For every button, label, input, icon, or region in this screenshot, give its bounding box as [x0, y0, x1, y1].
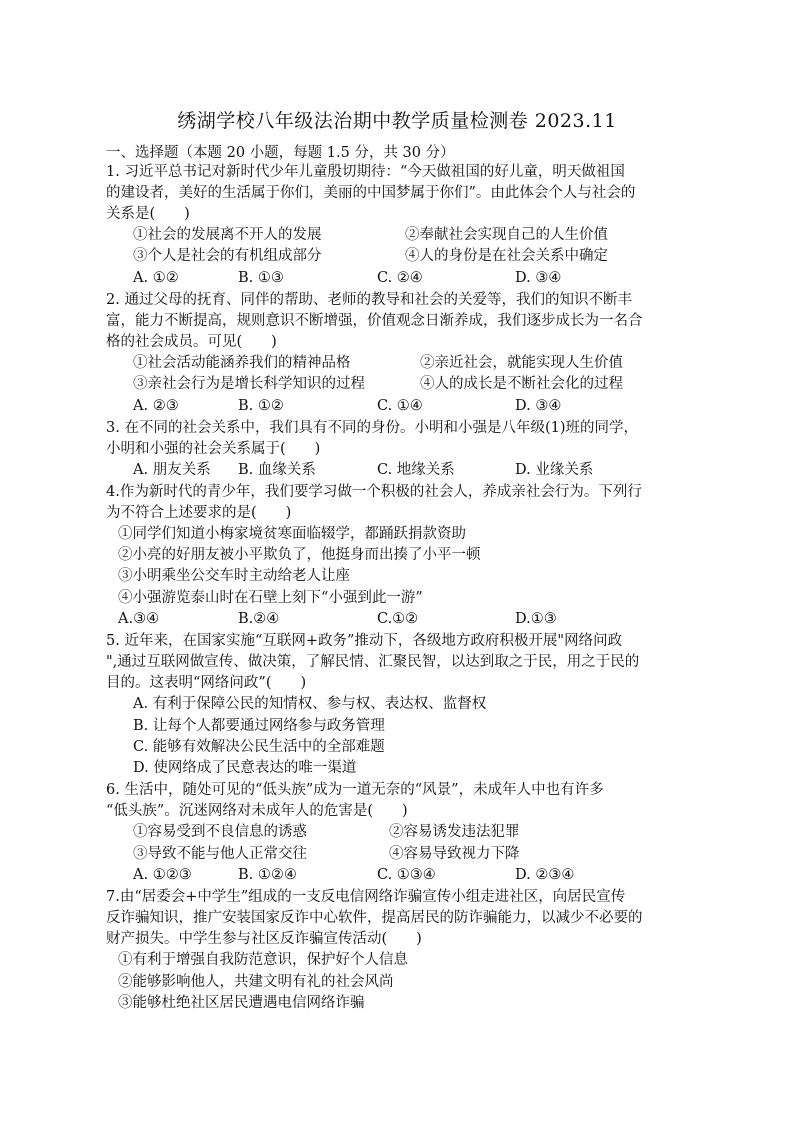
q5-line-3: 目的。这表明“网络问政”( ): [106, 675, 307, 691]
q1-item-2: ②奉献社会实现自己的人生价值: [405, 227, 608, 243]
q5-choice-b[interactable]: B. 让每个人都要通过网络参与政务管理: [133, 718, 385, 734]
q6-choice-a[interactable]: A. ①②③: [133, 867, 192, 883]
q2-item-3: ③亲社会行为是增长科学知识的过程: [133, 376, 365, 392]
q1-choice-d[interactable]: D. ③④: [515, 270, 562, 286]
q3-choice-c[interactable]: C. 地缘关系: [377, 462, 455, 478]
q2-choice-b[interactable]: B. ①②: [238, 398, 284, 414]
q3-choice-d[interactable]: D. 业缘关系: [515, 462, 594, 478]
q2-line-2: 富，能力不断提高，规则意识不断增强，价值观念日渐养成，我们逐步成长为一名合: [106, 313, 643, 329]
q5-choice-d[interactable]: D. 使网络成了民意表达的唯一渠道: [133, 760, 357, 776]
q1-item-1: ①社会的发展离不开人的发展: [133, 227, 322, 243]
q4-item-1: ①同学们知道小梅家境贫寒面临辍学，都踊跃捐款资助: [118, 526, 466, 542]
q2-choice-a[interactable]: A. ②③: [133, 398, 179, 414]
q1-line-3: 关系是( ): [106, 206, 190, 222]
q6-item-2: ②容易诱发违法犯罪: [389, 824, 520, 840]
q2-item-2: ②亲近社会，就能实现人生价值: [420, 355, 623, 371]
q2-item-1: ①社会活动能涵养我们的精神品格: [133, 355, 351, 371]
q6-item-1: ①容易受到不良信息的诱惑: [133, 824, 307, 840]
q4-choice-a[interactable]: A.③④: [118, 611, 160, 627]
q2-line-3: 格的社会成员。可见( ): [106, 334, 277, 350]
q3-choice-b[interactable]: B. 血缘关系: [238, 462, 316, 478]
q7-line-2: 反诈骗知识，推广安装国家反诈中心软件，提高居民的防诈骗能力，以减少不必要的: [106, 910, 643, 926]
q4-line-1: 4.作为新时代的青少年，我们要学习做一个积极的社会人，养成亲社会行为。下列行: [106, 484, 642, 500]
q3-line-1: 3. 在不同的社会关系中，我们具有不同的身份。小明和小强是八年级(1)班的同学，: [106, 420, 638, 436]
q3-choice-a[interactable]: A. 朋友关系: [133, 462, 211, 478]
q1-line-2: 的建设者，美好的生活属于你们，美丽的中国梦属于你们”。由此体会个人与社会的: [106, 185, 636, 201]
q4-choice-c[interactable]: C.①②: [377, 611, 419, 627]
q6-item-3: ③导致不能与他人正常交往: [133, 846, 307, 862]
q6-choice-c[interactable]: C. ①③④: [377, 867, 436, 883]
q1-item-4: ④人的身份是在社会关系中确定: [405, 248, 608, 264]
q5-choice-a[interactable]: A. 有利于保障公民的知情权、参与权、表达权、监督权: [133, 696, 487, 712]
q4-item-3: ③小明乘坐公交车时主动给老人让座: [118, 568, 350, 584]
q7-line-3: 财产损失。中学生参与社区反诈骗宣传活动( ): [106, 931, 422, 947]
q1-choice-c[interactable]: C. ②④: [377, 270, 423, 286]
q7-item-1: ①有利于增强自我防范意识，保护好个人信息: [118, 952, 408, 968]
q3-line-2: 小明和小强的社会关系属于( ): [106, 441, 321, 457]
q1-item-3: ③个人是社会的有机组成部分: [133, 248, 322, 264]
q7-line-1: 7.由“居委会+中学生”组成的一支反电信网络诈骗宣传小组走进社区，向居民宣传: [106, 889, 626, 905]
q2-choice-c[interactable]: C. ①④: [377, 398, 423, 414]
q1-line-1: 1. 习近平总书记对新时代少年儿童殷切期待：“今天做祖国的好儿童，明天做祖国: [106, 164, 625, 180]
section-heading: 一、选择题（本题 20 小题，每题 1.5 分，共 30 分）: [106, 145, 455, 161]
q6-choice-d[interactable]: D. ②③④: [515, 867, 575, 883]
q2-item-4: ④人的成长是不断社会化的过程: [420, 376, 623, 392]
q4-item-2: ②小亮的好朋友被小平欺负了，他挺身而出揍了小平一顿: [118, 547, 481, 563]
exam-title: 绣湖学校八年级法治期中教学质量检测卷 2023.11: [177, 110, 617, 132]
q7-item-3: ③能够杜绝社区居民遭遇电信网络诈骗: [118, 995, 365, 1011]
q1-choice-a[interactable]: A. ①②: [133, 270, 179, 286]
q6-line-2: “低头族”。沉迷网络对未成年人的危害是( ): [106, 803, 408, 819]
q6-item-4: ④容易导致视力下降: [389, 846, 520, 862]
q4-item-4: ④小强游览泰山时在石壁上刻下“小强到此一游”: [118, 590, 423, 606]
q5-line-2: ",通过互联网做宣传、做决策，了解民情、汇聚民智，以达到取之于民，用之于民的: [106, 654, 640, 670]
q4-choice-b[interactable]: B.②④: [238, 611, 280, 627]
q5-choice-c[interactable]: C. 能够有效解决公民生活中的全部难题: [133, 739, 385, 755]
q2-line-1: 2. 通过父母的抚育、同伴的帮助、老师的教导和社会的关爱等，我们的知识不断丰: [106, 292, 632, 308]
q5-line-1: 5. 近年来，在国家实施“互联网+政务”推动下，各级地方政府积极开展"网络问政: [106, 633, 623, 649]
q7-item-2: ②能够影响他人，共建文明有礼的社会风尚: [118, 974, 394, 990]
q6-line-1: 6. 生活中，随处可见的“低头族”成为一道无奈的“风景”，未成年人中也有许多: [106, 782, 604, 798]
q4-line-2: 为不符合上述要求的是( ): [106, 505, 292, 521]
q2-choice-d[interactable]: D. ③④: [515, 398, 562, 414]
q4-choice-d[interactable]: D.①③: [515, 611, 557, 627]
q6-choice-b[interactable]: B. ①②④: [238, 867, 297, 883]
q1-choice-b[interactable]: B. ①③: [238, 270, 284, 286]
